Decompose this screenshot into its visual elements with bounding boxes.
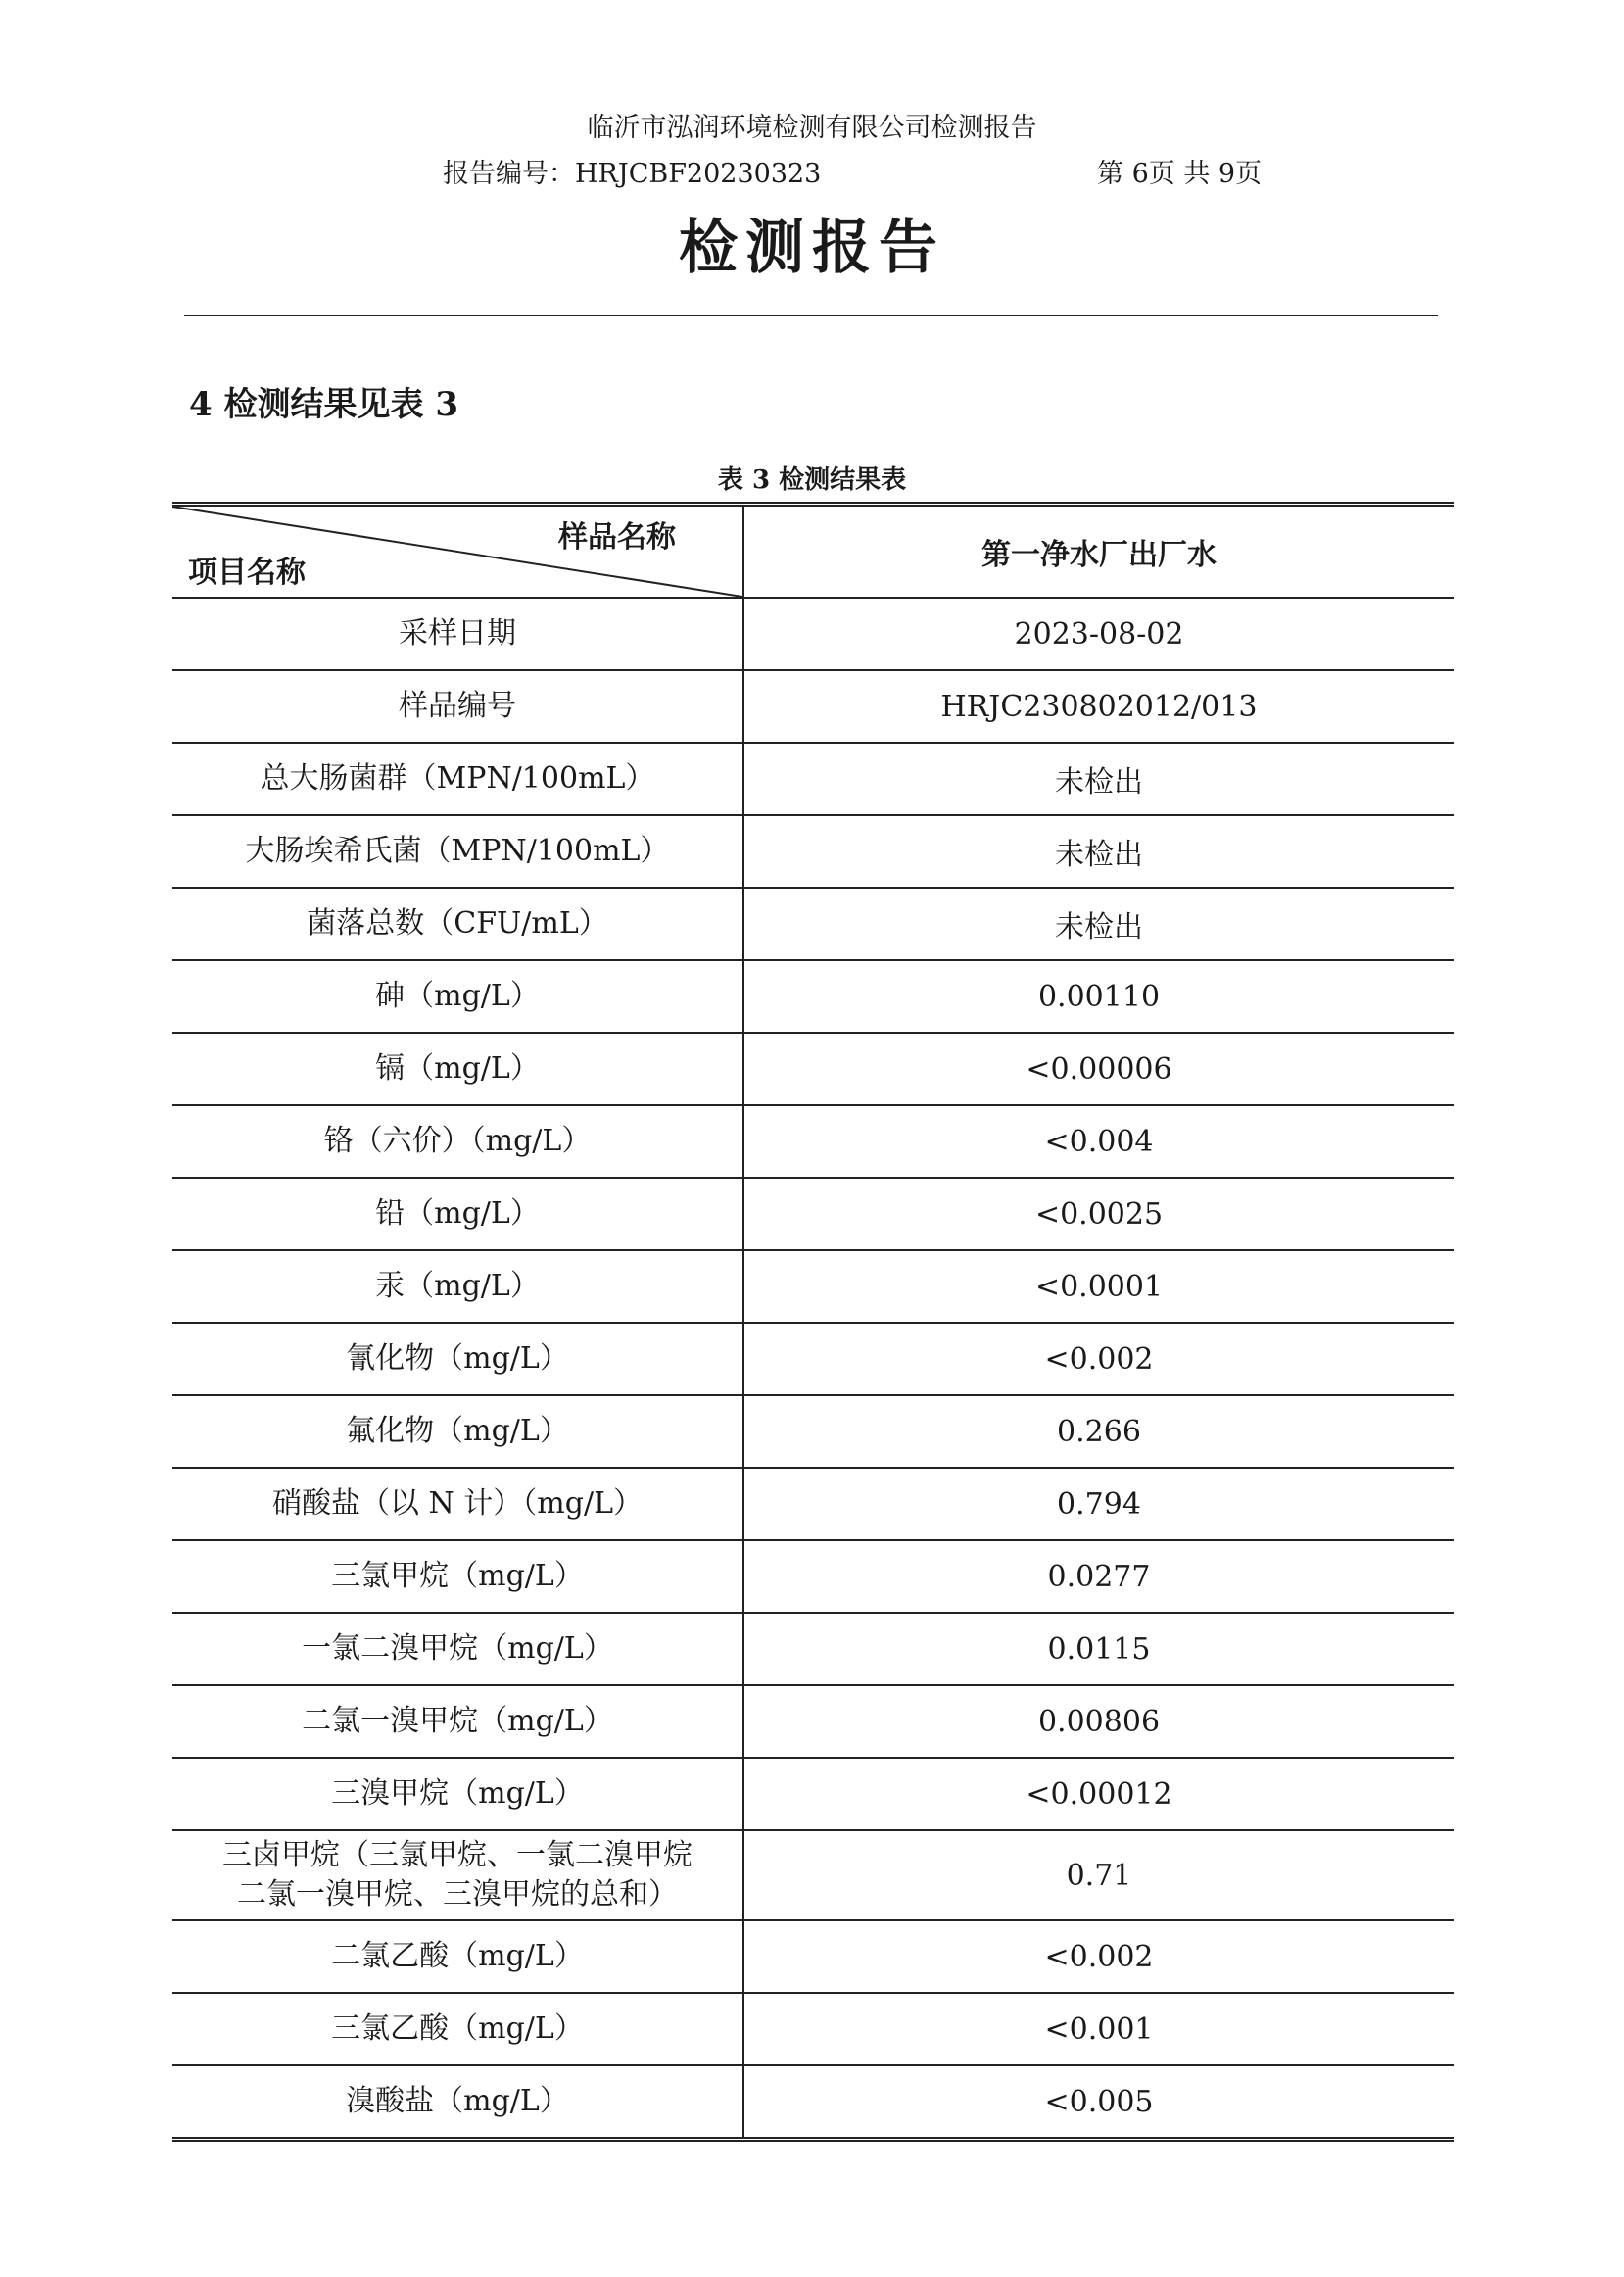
table-row: [172, 1324, 1454, 1396]
item-value: 0.0115: [1047, 1631, 1151, 1667]
table-row: [172, 1469, 1454, 1541]
item-name: 镉（mg/L）: [172, 1034, 744, 1104]
header-item-label: 项目名称: [188, 556, 306, 590]
item-value: 0.71: [1066, 1858, 1132, 1893]
item-name: 铅（mg/L）: [172, 1179, 744, 1249]
table-row: [172, 671, 1454, 744]
item-value: <0.001: [1044, 2011, 1154, 2047]
table-row: [172, 744, 1454, 816]
item-name: 采样日期: [172, 599, 744, 669]
item-name: 铬（六价）（mg/L）: [172, 1106, 744, 1177]
item-value: <0.002: [1044, 1341, 1154, 1377]
item-name-line: 二氯一溴甲烷、三溴甲烷的总和）: [237, 1877, 678, 1912]
section-heading: 4 检测结果见表 3: [189, 385, 458, 424]
item-value: <0.004: [1044, 1124, 1154, 1159]
company-report-header: 临沂市泓润环境检测有限公司检测报告: [587, 113, 1037, 143]
item-value: 未检出: [1055, 765, 1143, 799]
table-row: [172, 961, 1454, 1034]
item-value: <0.002: [1044, 1939, 1154, 1974]
item-value: 未检出: [1055, 838, 1143, 872]
table-row: [172, 1251, 1454, 1324]
item-name: 溴酸盐（mg/L）: [172, 2066, 744, 2137]
item-value: <0.005: [1044, 2084, 1154, 2119]
table-row: [172, 1994, 1454, 2066]
item-name: 氟化物（mg/L）: [172, 1396, 744, 1467]
table-row: [172, 889, 1454, 961]
table-row: [172, 816, 1454, 889]
item-name: 汞（mg/L）: [172, 1251, 744, 1322]
title-divider: [184, 315, 1438, 316]
item-name: 二氯一溴甲烷（mg/L）: [172, 1686, 744, 1757]
item-value: 0.0277: [1047, 1559, 1151, 1594]
item-value: <0.0025: [1034, 1196, 1164, 1232]
item-name: 砷（mg/L）: [172, 961, 744, 1032]
item-name: [172, 1831, 744, 1919]
table-row: [172, 1106, 1454, 1179]
item-value: HRJC230802012/013: [940, 689, 1258, 724]
item-value: 0.00806: [1037, 1704, 1161, 1739]
item-value: 0.266: [1057, 1414, 1141, 1449]
item-name: 硝酸盐（以 N 计）（mg/L）: [172, 1469, 744, 1539]
item-name: 一氯二溴甲烷（mg/L）: [172, 1614, 744, 1684]
table-row: [172, 2066, 1454, 2137]
header-sample-label: 样品名称: [558, 520, 676, 555]
table-row: [172, 1831, 1454, 1921]
item-value: 未检出: [1055, 910, 1143, 945]
header-diagonal-cell: [172, 507, 744, 597]
table-row: [172, 1614, 1454, 1686]
item-name-line: 三卤甲烷（三氯甲烷、一氯二溴甲烷: [222, 1838, 693, 1872]
table-row: [172, 1034, 1454, 1106]
table-row: [172, 1759, 1454, 1831]
results-table: [172, 502, 1454, 2142]
table-row: [172, 1179, 1454, 1251]
item-name: 菌落总数（CFU/mL）: [172, 889, 744, 959]
item-value: <0.00006: [1026, 1051, 1172, 1087]
table-row: [172, 1541, 1454, 1614]
item-name: 氰化物（mg/L）: [172, 1324, 744, 1394]
table-header-row: [172, 507, 1454, 599]
page-title: 检测报告: [679, 214, 945, 282]
item-name: 三氯甲烷（mg/L）: [172, 1541, 744, 1612]
table-row: [172, 599, 1454, 671]
item-value: 2023-08-02: [1014, 616, 1184, 652]
item-value: 0.794: [1057, 1486, 1141, 1522]
table-row: [172, 1686, 1454, 1759]
report-number: 报告编号：HRJCBF20230323: [443, 159, 822, 189]
item-name: 三溴甲烷（mg/L）: [172, 1759, 744, 1829]
item-name: 总大肠菌群（MPN/100mL）: [172, 744, 744, 814]
item-value: <0.0001: [1034, 1269, 1164, 1304]
item-value: <0.00012: [1026, 1776, 1172, 1812]
item-name: 二氯乙酸（mg/L）: [172, 1921, 744, 1992]
table-row: [172, 1921, 1454, 1994]
header-sample-name: 第一净水厂出厂水: [981, 538, 1217, 572]
item-value: 0.00110: [1037, 979, 1161, 1014]
item-name: 样品编号: [172, 671, 744, 742]
table-row: [172, 1396, 1454, 1469]
page-number: 第 6页 共 9页: [1097, 159, 1263, 189]
item-name: 三氯乙酸（mg/L）: [172, 1994, 744, 2064]
table-caption: 表 3 检测结果表: [717, 465, 907, 495]
item-name: 大肠埃希氏菌（MPN/100mL）: [172, 816, 744, 887]
